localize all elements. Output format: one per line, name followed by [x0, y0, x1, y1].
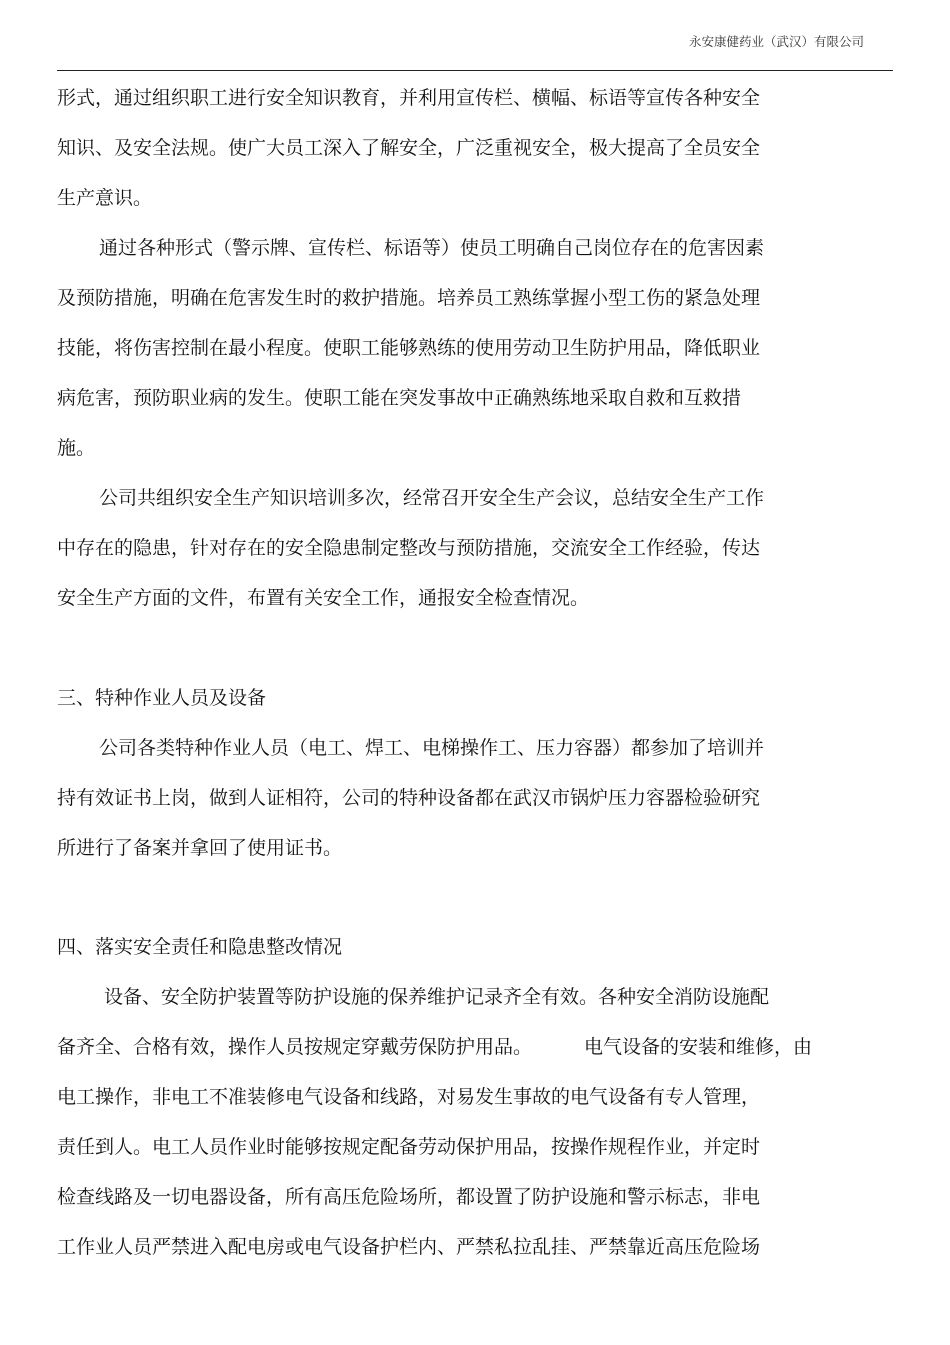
paragraph-line: 生产意识。 [57, 187, 153, 209]
paragraph-line-part: 备齐全、合格有效，操作人员按规定穿戴劳保防护用品。 [57, 1036, 533, 1058]
paragraph-line: 通过各种形式（警示牌、宣传栏、标语等）使员工明确自己岗位存在的危害因素 [99, 237, 765, 259]
section-heading: 四、落实安全责任和隐患整改情况 [57, 936, 343, 958]
paragraph-line: 工作业人员严禁进入配电房或电气设备护栏内、严禁私拉乱挂、严禁靠近高压危险场 [57, 1236, 761, 1258]
paragraph-line: 设备、安全防护装置等防护设施的保养维护记录齐全有效。各种安全消防设施配 [104, 986, 770, 1008]
paragraph-line: 公司共组织安全生产知识培训多次，经常召开安全生产会议，总结安全生产工作 [99, 487, 765, 509]
header-rule [57, 70, 893, 71]
paragraph-line: 知识、及安全法规。使广大员工深入了解安全，广泛重视安全，极大提高了全员安全 [57, 137, 761, 159]
paragraph-line: 电工操作，非电工不准装修电气设备和线路，对易发生事故的电气设备有专人管理， [57, 1086, 761, 1108]
paragraph-line: 检查线路及一切电器设备，所有高压危险场所，都设置了防护设施和警示标志，非电 [57, 1186, 761, 1208]
paragraph-line: 形式，通过组织职工进行安全知识教育，并利用宣传栏、横幅、标语等宣传各种安全 [57, 87, 761, 109]
running-header-company: 永安康健药业（武汉）有限公司 [688, 34, 864, 49]
paragraph-line: 及预防措施，明确在危害发生时的救护措施。培养员工熟练掌握小型工伤的紧急处理 [57, 287, 761, 309]
paragraph-line-part: 电气设备的安装和维修，由 [584, 1036, 813, 1058]
paragraph-line [57, 1035, 812, 1059]
paragraph-line: 技能，将伤害控制在最小程度。使职工能够熟练的使用劳动卫生防护用品，降低职业 [57, 337, 761, 359]
paragraph-line: 中存在的隐患，针对存在的安全隐患制定整改与预防措施，交流安全工作经验，传达 [57, 537, 761, 559]
paragraph-line: 责任到人。电工人员作业时能够按规定配备劳动保护用品，按操作规程作业，并定时 [57, 1136, 761, 1158]
section-heading: 三、特种作业人员及设备 [57, 687, 267, 709]
paragraph-line: 持有效证书上岗，做到人证相符，公司的特种设备都在武汉市锅炉压力容器检验研究 [57, 787, 761, 809]
paragraph-line: 所进行了备案并拿回了使用证书。 [57, 837, 343, 859]
paragraph-line: 安全生产方面的文件，布置有关安全工作，通报安全检查情况。 [57, 587, 590, 609]
paragraph-line: 施。 [57, 437, 96, 459]
paragraph-line: 病危害，预防职业病的发生。使职工能在突发事故中正确熟练地采取自救和互救措 [57, 387, 742, 409]
paragraph-line: 公司各类特种作业人员（电工、焊工、电梯操作工、压力容器）都参加了培训并 [99, 737, 765, 759]
